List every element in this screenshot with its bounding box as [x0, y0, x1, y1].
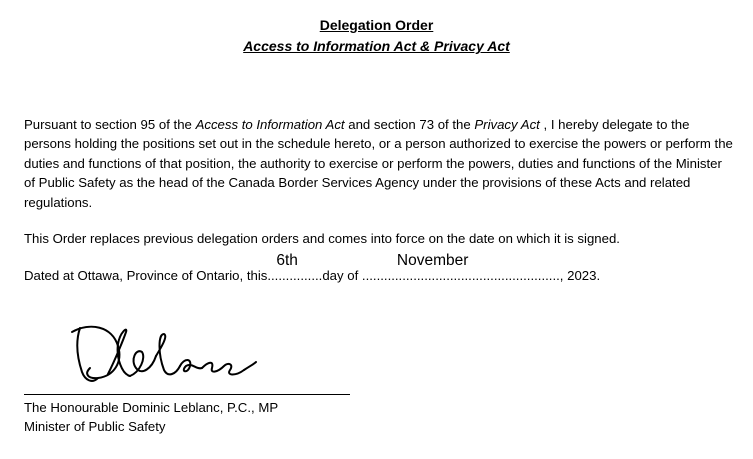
signature-stroke-a [180, 360, 202, 371]
document-title: Delegation Order [319, 17, 434, 33]
signature-stroke-b [130, 351, 156, 376]
month-field [361, 252, 560, 285]
signer-name: The Honourable Dominic Leblanc, P.C., MP [24, 400, 279, 415]
signature-stroke-nc [202, 363, 244, 375]
month-value: November [396, 252, 469, 269]
day-field [267, 252, 323, 285]
signature-stroke-tail [244, 362, 256, 370]
document-subtitle: Access to Information Act & Privacy Act [243, 38, 510, 54]
signature-stroke-l1 [108, 330, 130, 376]
day-dots: ............... [267, 268, 323, 283]
signer-title: Minister of Public Safety [24, 419, 166, 434]
access-to-information-act-ref: Access to Information Act [195, 117, 345, 132]
para1-text-1: Pursuant to section 95 of the [24, 117, 196, 132]
dated-middle: day of [322, 268, 362, 283]
day-value: 6th [276, 252, 298, 269]
para1-text-3: , I hereby delegate to the persons holding the positions set out in the schedule hereto, or a person authorized to exercise the powers or perform the duties and functions of that position, the authority to exercise or perform the powers, duties and functions of the Minister of Public Safety as the head of the Canada Border Services Agency under the provisions of these Acts and related regulations. [24, 117, 733, 210]
signature-line [24, 394, 350, 395]
delegation-paragraph [24, 115, 736, 212]
handwritten-signature [68, 318, 258, 394]
month-dots: ...................................................... [361, 268, 560, 283]
replacement-paragraph: This Order replaces previous delegation orders and comes into force on the date on which it is signed. [24, 231, 620, 246]
dated-suffix: , 2023. [559, 268, 601, 283]
signature-stroke-l2 [156, 334, 180, 374]
privacy-act-ref: Privacy Act [474, 117, 540, 132]
dated-prefix: Dated at Ottawa, Province of Ontario, this [24, 268, 268, 283]
para1-text-2: and section 73 of the [344, 117, 475, 132]
dated-line [24, 252, 736, 285]
